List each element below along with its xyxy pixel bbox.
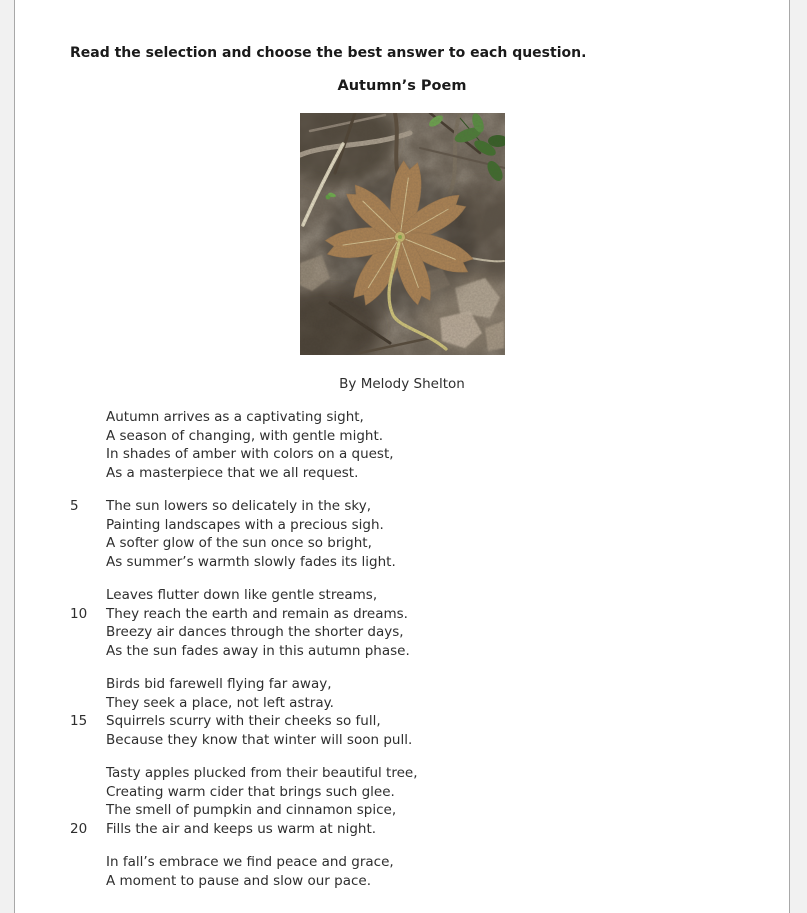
line-number: 10 xyxy=(70,605,88,622)
poem-line xyxy=(70,623,789,642)
poem-line-text: In fall’s embrace we find peace and grace, xyxy=(106,854,394,870)
poem-line-text: Breezy air dances through the shorter days, xyxy=(106,624,404,640)
poem-stanza xyxy=(70,408,789,482)
line-number xyxy=(70,853,106,872)
poem-stanza xyxy=(70,675,789,749)
poem-line-text: Squirrels scurry with their cheeks so full, xyxy=(106,713,381,729)
poem-line-text: As the sun fades away in this autumn phase. xyxy=(106,642,410,659)
autumn-leaf-photo xyxy=(300,113,505,355)
line-number: 20 xyxy=(70,820,88,837)
poem-stanza xyxy=(70,764,789,838)
poem-line xyxy=(70,445,789,464)
line-number xyxy=(70,731,106,750)
poem-title: Autumn’s Poem xyxy=(337,78,467,94)
poem-line-text: Leaves flutter down like gentle streams, xyxy=(106,587,378,603)
poem-stanza xyxy=(70,497,789,571)
poem-line xyxy=(70,427,789,446)
poem-line xyxy=(70,853,789,872)
poem-line xyxy=(70,712,789,731)
poem xyxy=(70,408,789,890)
poem-stanza xyxy=(70,853,789,890)
poem-line-text: They reach the earth and remain as dreams. xyxy=(106,605,408,622)
poem-line-text: A softer glow of the sun once so bright, xyxy=(106,535,372,551)
poem-line xyxy=(70,605,789,624)
line-number xyxy=(70,445,106,464)
poem-line-text: Painting landscapes with a precious sigh. xyxy=(106,516,384,533)
poem-line-text: The sun lowers so delicately in the sky, xyxy=(106,498,372,514)
poem-line xyxy=(70,516,789,535)
instruction-text: Read the selection and choose the best answer to each question. xyxy=(70,45,587,61)
left-gutter xyxy=(0,0,14,913)
poem-line-text: They seek a place, not left astray. xyxy=(106,694,334,711)
poem-line-text: Tasty apples plucked from their beautiful tree, xyxy=(106,765,418,781)
poem-line xyxy=(70,764,789,783)
poem-line xyxy=(70,553,789,572)
line-number xyxy=(70,694,106,713)
dried-leaf-illustration xyxy=(300,113,505,355)
line-number xyxy=(70,623,106,642)
poem-line xyxy=(70,801,789,820)
poem-line-text: Fills the air and keeps us warm at night. xyxy=(106,820,377,837)
poem-line xyxy=(70,534,789,553)
passage-panel xyxy=(14,0,790,913)
line-number xyxy=(70,534,106,553)
poem-line xyxy=(70,872,789,891)
poem-line-text: A moment to pause and slow our pace. xyxy=(106,872,371,889)
line-number xyxy=(70,408,106,427)
line-number xyxy=(70,642,106,661)
poem-line-text: Birds bid farewell flying far away, xyxy=(106,676,332,692)
poem-line-text: The smell of pumpkin and cinnamon spice, xyxy=(106,802,397,818)
line-number xyxy=(70,783,106,802)
line-number xyxy=(70,872,106,891)
poem-line xyxy=(70,731,789,750)
poem-line xyxy=(70,586,789,605)
poem-byline: By Melody Shelton xyxy=(339,376,465,392)
poem-line-text: Creating warm cider that brings such glee. xyxy=(106,783,395,800)
line-number xyxy=(70,464,106,483)
poem-line-text: A season of changing, with gentle might. xyxy=(106,427,384,444)
line-number: 15 xyxy=(70,713,88,729)
poem-line-text: Because they know that winter will soon pull. xyxy=(106,731,413,748)
line-number xyxy=(70,675,106,694)
poem-line xyxy=(70,675,789,694)
line-number xyxy=(70,516,106,535)
line-number xyxy=(70,427,106,446)
line-number xyxy=(70,553,106,572)
poem-line-text: As summer’s warmth slowly fades its light. xyxy=(106,553,396,570)
line-number xyxy=(70,801,106,820)
poem-line-text: In shades of amber with colors on a quest, xyxy=(106,446,394,462)
poem-line xyxy=(70,464,789,483)
poem-line xyxy=(70,783,789,802)
poem-line xyxy=(70,642,789,661)
poem-line-text: As a masterpiece that we all request. xyxy=(106,464,359,481)
poem-line xyxy=(70,820,789,839)
right-gutter xyxy=(790,0,807,913)
poem-line-text: Autumn arrives as a captivating sight, xyxy=(106,409,364,425)
poem-line xyxy=(70,497,789,516)
line-number: 5 xyxy=(70,498,79,514)
line-number xyxy=(70,586,106,605)
line-number xyxy=(70,764,106,783)
poem-stanza xyxy=(70,586,789,660)
poem-line xyxy=(70,694,789,713)
poem-line xyxy=(70,408,789,427)
